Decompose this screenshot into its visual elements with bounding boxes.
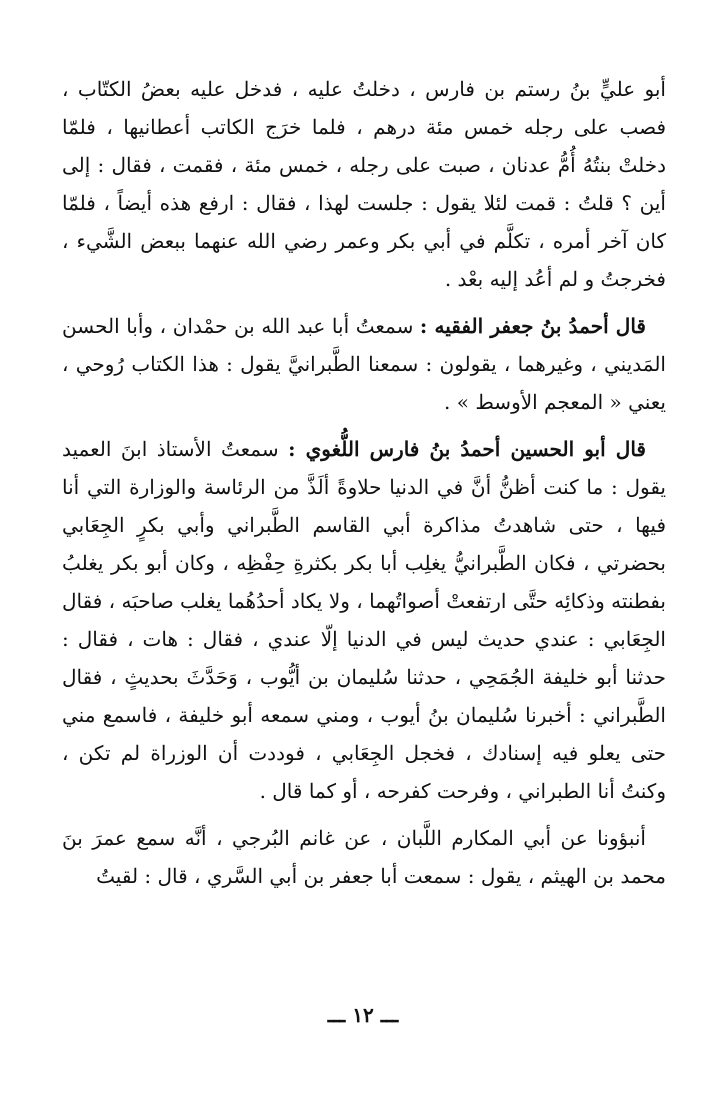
paragraph-2-lead: قال أحمدُ بنُ جعفر الفقيه :: [419, 314, 646, 338]
page-number: ـــ ١٢ ـــ: [327, 1003, 399, 1027]
paragraph-4-text: أنبؤونا عن أبي المكارم اللَّبان ، عن غانم البُرجي ، أنَّه سمع عمرَ بنَ محمد بن الهيثم ، يقول : سمعت أبا جعفر بن أبي السَّري ، قال : لقيتُ: [62, 826, 666, 888]
paragraph-3: [62, 430, 666, 810]
paragraph-3-text: سمعتُ الأستاذ ابنَ العميد يقول : ما كنت أظنُّ أنَّ في الدنيا حلاوةً ألَذَّ من الرئاسة والوزارة التي أنا فيها ، حتى شاهدتُ مذاكرة أبي القاسم الطَّبراني وأبي بكرٍ الجِعَابي بحضرتي ، فكان الطَّبرانيُّ يغلِب أبا بكر بكثرةِ حِفْظِه ، وكان أبو بكر يغلبُ بفطنته وذكائِه حتَّى ارتفعتْ أصواتُهما ، ولا يكاد أحدُهُما يغلب صاحبَه ، فقال الجِعَابي : عندي حديث ليس في الدنيا إلّا عندي ، فقال : هات ، فقال : حدثنا أبو خليفة الجُمَحِي ، حدثنا سُليمان بن أيُّوب ، وَحَدَّثَ بحديثٍ ، فقال الطَّبراني : أخبرنا سُليمان بنُ أيوب ، ومني سمعه أبو خليفة ، فاسمع مني حتى يعلو فيه إسنادك ، فخجل الجِعَابي ، فوددت أن الوزراة لم تكن ، وكنتُ أنا الطبراني ، وفرحت كفرحه ، أو كما قال .: [62, 437, 666, 803]
paragraph-1: [62, 70, 666, 298]
paragraph-1-text: أبو عليٍّ بنُ رستم بن فارس ، دخلتُ عليه ، فدخل عليه بعضُ الكتّاب ، فصب على رجله خمس مئة درهم ، فلما خرَج الكاتب أعطانيها ، فلمّا دخلتْ بنتُهُ أُمُّ عدنان ، صبت على رجله ، خمس مئة ، فقمت ، فقال : إلى أين ؟ قلتُ : قمت لئلا يقول : جلست لهذا ، فقال : ارفع هذه أيضاً ، فلمّا كان آخر أمره ، تكلَّم في أبي بكر وعمر رضي الله عنهما ببعض الشَّيء ، فخرجتُ و لم أعُد إليه بعْد .: [62, 77, 666, 291]
paragraph-4: [62, 819, 666, 895]
paragraph-3-lead: قال أبو الحسين أحمدُ بنُ فارس اللُّغوي :: [288, 437, 646, 461]
paragraph-2-text: سمعتُ أبا عبد الله بن حمْدان ، وأبا الحسن المَديني ، وغيرهما ، يقولون : سمعنا الطَّبرانيَّ يقول : هذا الكتاب رُوحي ، يعني « المعجم الأوسط » .: [62, 314, 666, 414]
paragraph-2: [62, 307, 666, 421]
page-body: [62, 70, 666, 904]
